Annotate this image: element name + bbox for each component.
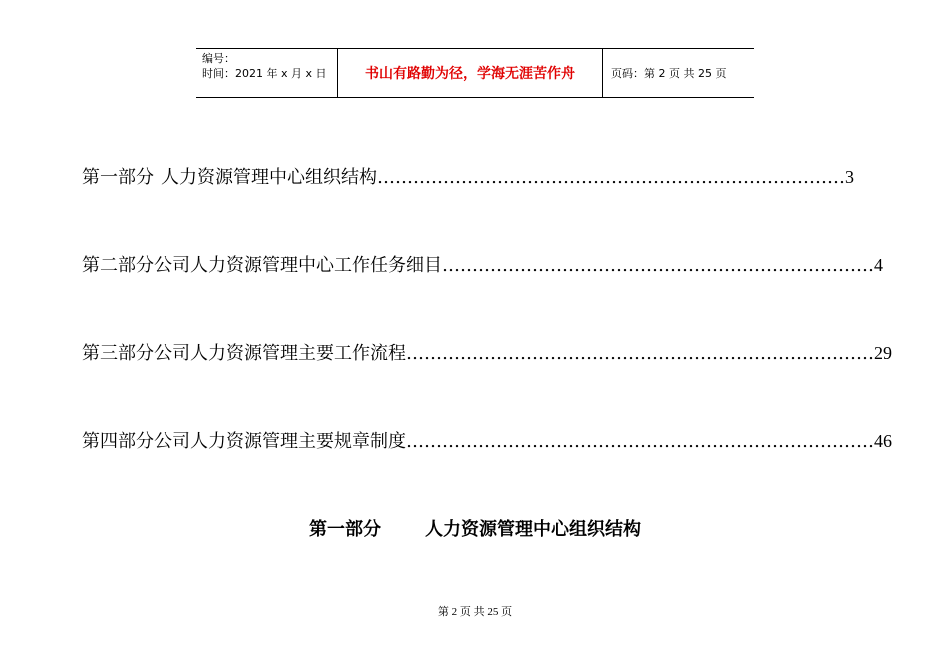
time-label: 时间：2021 年 x 月 x 日 xyxy=(202,67,327,80)
toc-part: 第二部分 xyxy=(82,255,154,276)
toc-leader: …………………………………………………………………… xyxy=(406,431,874,452)
toc-part: 第四部分 xyxy=(82,431,154,452)
toc-leader: …………………………………………………………………… xyxy=(377,167,845,188)
header-meta xyxy=(196,49,338,97)
toc-entry[interactable] xyxy=(82,427,892,453)
section-heading xyxy=(0,515,950,541)
header-page-info: 页码：第 2 页 共 25 页 xyxy=(611,67,727,80)
toc-title: 人力资源管理中心组织结构 xyxy=(161,167,377,188)
page-footer: 第 2 页 共 25 页 xyxy=(437,606,513,618)
toc-page-number: 29 xyxy=(874,343,892,363)
toc-entry[interactable] xyxy=(82,163,854,189)
document-header xyxy=(196,48,754,98)
toc-entry[interactable] xyxy=(82,251,883,277)
toc-page-number: 46 xyxy=(874,431,892,451)
toc-leader: …………………………………………………………………… xyxy=(406,343,874,364)
section-part: 第一部分 xyxy=(309,519,381,540)
toc-title: 公司人力资源管理中心工作任务细目 xyxy=(154,255,442,276)
header-motto: 书山有路勤为径，学海无涯苦作舟 xyxy=(338,49,603,97)
toc-entry[interactable] xyxy=(82,339,892,365)
toc-part: 第三部分 xyxy=(82,343,154,364)
toc-leader: ……………………………………………………………… xyxy=(442,255,874,276)
toc-page-number: 3 xyxy=(845,167,854,187)
toc-title: 公司人力资源管理主要规章制度 xyxy=(154,431,406,452)
toc-page-number: 4 xyxy=(874,255,883,275)
section-title: 人力资源管理中心组织结构 xyxy=(425,519,641,540)
toc-title: 公司人力资源管理主要工作流程 xyxy=(154,343,406,364)
number-label: 编号： xyxy=(202,52,235,65)
toc-part: 第一部分 xyxy=(82,167,154,188)
